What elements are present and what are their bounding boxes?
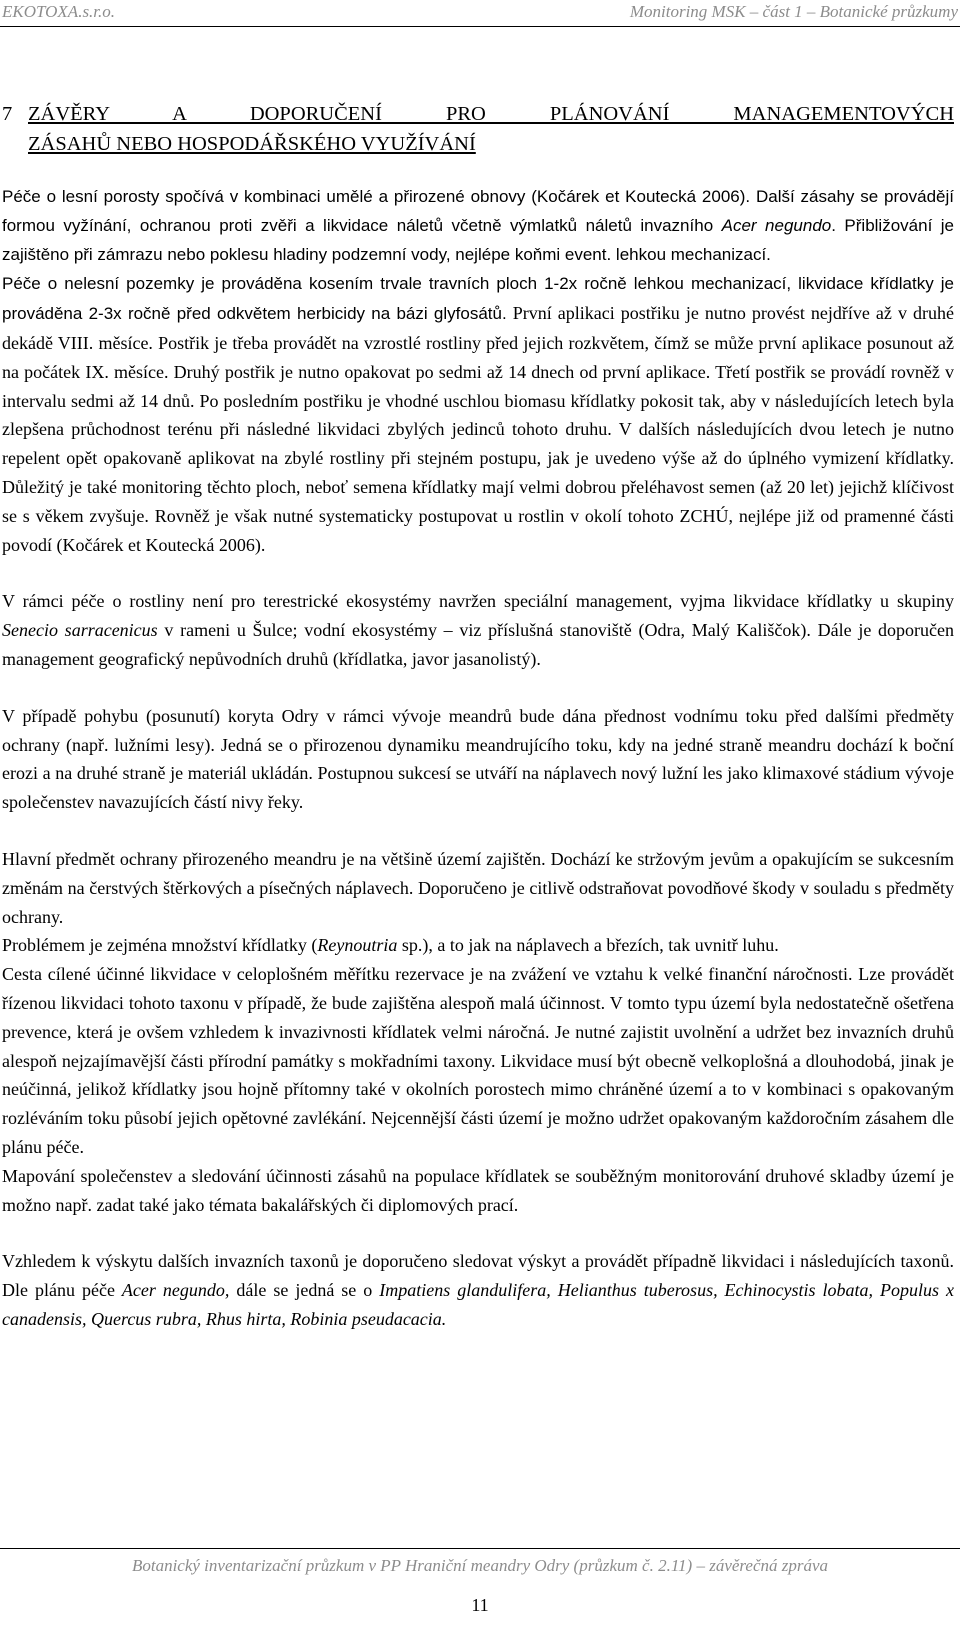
running-footer [0, 1548, 960, 1576]
paragraph-meander-protection: Hlavní předmět ochrany přirozeného meandru je na většině území zajištěn. Dochází ke stržovým jevům a opakujícím se sukcesním změnám na čerstvých štěrkových a písečných náplavech. Doporučeno je citlivě odstraňovat povodňové škody v souladu s předměty ochrany. [2, 848, 954, 927]
section-title-line1: ZÁVĚRY A DOPORUČENÍ PRO PLÁNOVÁNÍ MANAGEMENTOVÝCH [28, 103, 954, 125]
paragraph-nonforest-care: Péče o nelesní pozemky je prováděna kosením trvale travních ploch 1-2x ročně lehkou mechanizací, likvidace křídlatky je prováděna 2-3x ročně před odkvětem herbicidy na bázi glyfosátů. První aplikaci postřiku je nutno provést nejdříve až v druhé dekádě VIII. měsíce. Postřik je třeba provádět na vzrostlé rostliny před jejich rozkvětem, čímž se může první aplikace posunout až na počátek IX. měsíce. Druhý postřik je nutno opakovat po sedmi až 14 dnech od první aplikace. Třetí postřik se provádí rovněž v intervalu sedmi až 14 dnů. Po posledním postřiku je vhodné uschlou biomasu křídlatky pokosit tak, aby v následujících letech byla zlepšena průchodnost terénu při následné likvidaci zbylých jedinců tohoto druhu. V dalších následujících dvou letech je nutno repelent opět opakovaně aplikovat na zbylé rostliny při stejném postupu, jak je uvedeno výše až do úplného vymizení křídlatky. Důležitý je také monitoring těchto ploch, neboť semena křídlatky mají velmi dobrou přeléhavost semen (až 20 let) jejichž klíčivost se s věkem zvyšuje. Rovněž je však nutné systematicky postupovat u rostlin v okolí tohoto ZCHÚ, nejlépe již od pramenné části povodí (Kočárek et Koutecká 2006). [2, 274, 954, 555]
header-title: Monitoring MSK – část 1 – Botanické průzkumy [629, 2, 958, 21]
footer-text: Botanický inventarizační průzkum v PP Hraniční meandry Odry (průzkum č. 2.11) – závěrečná zpráva [131, 1556, 829, 1575]
paragraph-invasive-taxa: Vzhledem k výskytu dalších invazních taxonů je doporučeno sledovat výskyt a provádět případně likvidaci i následujících taxonů. Dle plánu péče Acer negundo, dále se jedná se o Impatiens glandulifera, Helianthus tuberosus, Echinocystis lobata, Populus x canadensis, Quercus rubra, Rhus hirta, Robinia pseudacacia. [2, 1251, 954, 1329]
running-header [0, 2, 960, 27]
paragraph-plant-care: V rámci péče o rostliny není pro terestrické ekosystémy navržen speciální management, vyjma likvidace křídlatky u skupiny Senecio sarracenicus v rameni u Šulce; vodní ekosystémy – viz příslušná stanoviště (Odra, Malý Kališčok). Dále je doporučen management geografický nepůvodních druhů (křídlatka, javor jasanolistý). [2, 591, 954, 669]
paragraph-forest-care: Péče o lesní porosty spočívá v kombinaci umělé a přirozené obnovy (Kočárek et Koutecká 2006). Další zásahy se provádějí formou vyžínání, ochranou proti zvěři a likvidace náletů včetně výmlatků náletů invazního Acer negundo. Přibližování je zajištěno při zámrazu nebo poklesu hladiny podzemní vody, nejlépe koňmi event. lehkou mechanizací. [2, 187, 954, 264]
paragraph-river-movement: V případě pohybu (posunutí) koryta Odry v rámci vývoje meandrů bude dána přednost vodnímu toku před dalšími předměty ochrany (např. lužními lesy). Jedná se o přirozenou dynamiku meandrujícího toku, kdy na jedné straně meandru dochází k boční erozi a na druhé straně je materiál ukládán. Postupnou sukcesí se utváří na náplavech nový lužní les jako klimaxové stádium vývoje společenstev navazujících částí nivy řeky. [2, 705, 954, 813]
section-heading [2, 99, 954, 159]
paragraph-knotweed-problem: Problémem je zejména množství křídlatky (Reynoutria sp.), a to jak na náplavech a březích, tak uvnitř luhu. [2, 935, 779, 956]
section-title-line2: ZÁSAHŮ NEBO HOSPODÁŘSKÉHO VYUŽÍVÁNÍ [28, 133, 476, 155]
page-number: 11 [471, 1595, 489, 1615]
document-body [2, 183, 954, 1334]
paragraph-mapping: Mapování společenstev a sledování účinnosti zásahů na populace křídlatek se souběžným monitorování druhové skladby území je možno např. zadat také jako témata bakalářských či diplomových prací. [2, 1165, 954, 1215]
header-company: EKOTOXA.s.r.o. [2, 2, 116, 21]
paragraph-eradication: Cesta cílené účinné likvidace v celoplošném měřítku rezervace je na zvážení ve vztahu k velké finanční náročnosti. Lze provádět řízenou likvidaci tohoto taxonu v případě, že bude zajištěna alespoň malá účinnost. V tomto typu území byla nedostatečně ošetřena prevence, která je ovšem vzhledem k invazivnosti křídlatek velmi náročná. Je nutné zajistit uvolnění a udržet bez invazních druhů alespoň nejzajímavější části přírodní památky s mokřadními taxony. Likvidace musí být obecně velkoplošná a dlouhodobá, jinak je neúčinná, jelikož křídlatky jsou hojně přítomny také v okolních porostech mimo chráněné území a to v kombinaci s opakovaným rozléváním toku působí jejich opětovné zavlékání. Nejcennější části území je možno udržet opakovaným každoročním zásahem dle plánu péče. [2, 964, 954, 1157]
section-number: 7 [2, 103, 13, 125]
